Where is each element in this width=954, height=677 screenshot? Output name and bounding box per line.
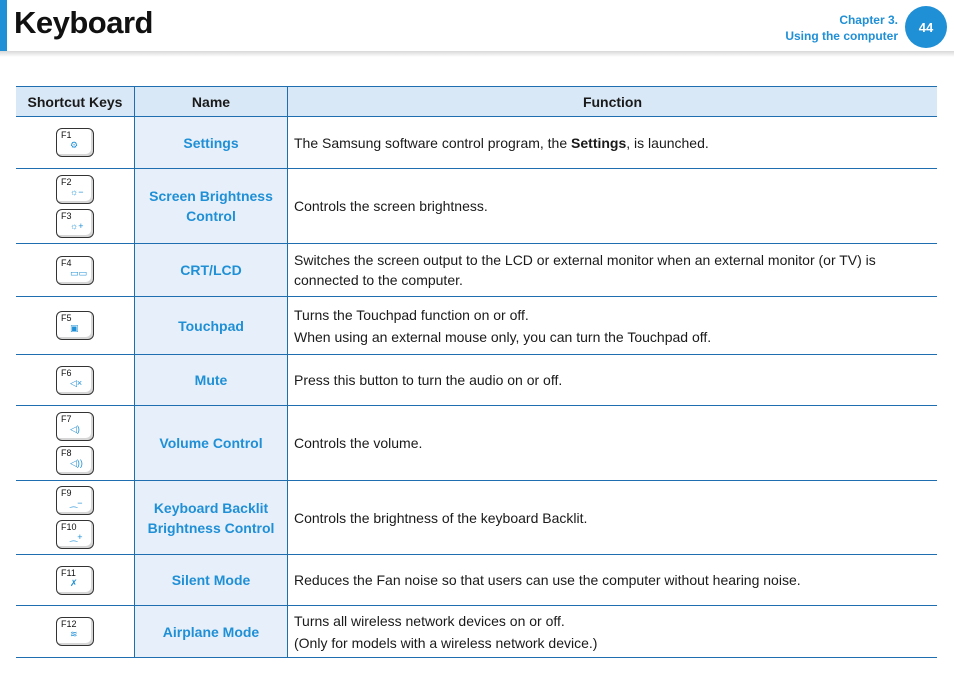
- shortcut-name: Screen Brightness Control: [135, 169, 288, 244]
- shortcut-key-cell: [16, 244, 135, 297]
- key-label: F7: [61, 413, 72, 424]
- function-text: Turns the Touchpad function on or off.: [294, 306, 529, 323]
- key-label: F8: [61, 447, 72, 458]
- shortcut-function: [288, 606, 938, 658]
- touchpad-icon: ▣: [70, 323, 79, 333]
- volume-up-icon: ◁)): [70, 457, 83, 468]
- header-accent-bar: [0, 0, 7, 52]
- shortcut-name: Silent Mode: [135, 555, 288, 606]
- page-title: Keyboard: [14, 5, 153, 40]
- table-row: [16, 169, 937, 244]
- shortcut-key-cell: [16, 406, 135, 481]
- chapter-title: Using the computer: [785, 29, 898, 43]
- function-text-secondary: (Only for models with a wireless network device.): [294, 634, 598, 651]
- function-text: The Samsung software control program, the: [294, 134, 572, 151]
- shortcut-function: [288, 169, 938, 244]
- shortcut-key-cell: [16, 297, 135, 355]
- shortcut-key-cell: [16, 606, 135, 658]
- brightness-down-icon: ☼−: [70, 186, 84, 197]
- column-header-name: Name: [135, 87, 288, 117]
- function-text: Press this button to turn the audio on or off.: [294, 372, 563, 388]
- chapter-label: [785, 12, 898, 44]
- wireless-icon: ≋: [70, 629, 78, 639]
- function-text-secondary: When using an external mouse only, you can turn the Touchpad off.: [294, 328, 712, 345]
- function-key: [56, 617, 94, 646]
- mute-icon: ◁×: [70, 377, 83, 388]
- backlight-up-icon: ⁔+: [70, 532, 83, 542]
- shortcut-name: Mute: [135, 355, 288, 406]
- settings-icon: ⚙: [70, 140, 79, 150]
- function-key: [56, 446, 94, 475]
- display-switch-icon: ▭▭: [70, 267, 88, 278]
- key-label: F2: [61, 176, 72, 187]
- page-number-badge: 44: [905, 6, 947, 48]
- function-key: [56, 311, 94, 340]
- shortcut-name: CRT/LCD: [135, 244, 288, 297]
- fan-icon: ✗: [70, 577, 78, 588]
- table-row: [16, 606, 937, 658]
- shortcut-name: Airplane Mode: [135, 606, 288, 658]
- shortcut-function: [288, 406, 938, 481]
- key-label: F10: [61, 522, 77, 532]
- function-text: Controls the brightness of the keyboard Backlit.: [294, 509, 588, 526]
- backlight-down-icon: ⁔−: [70, 498, 83, 508]
- function-key: [56, 128, 94, 157]
- shortcut-key-cell: [16, 117, 135, 169]
- function-key: [56, 566, 94, 595]
- chapter-number: Chapter 3.: [839, 13, 898, 27]
- function-key: [56, 175, 94, 204]
- shortcut-function: [288, 117, 938, 169]
- function-key: [56, 209, 94, 238]
- table-row: [16, 244, 937, 297]
- table-row: [16, 481, 937, 555]
- key-label: F9: [61, 488, 72, 498]
- function-key: [56, 412, 94, 441]
- key-label: F5: [61, 313, 72, 323]
- function-text: Controls the volume.: [294, 435, 423, 451]
- function-key: [56, 520, 94, 549]
- table-header-row: [16, 87, 937, 117]
- shortcut-function: [288, 555, 938, 606]
- function-text: Switches the screen output to the LCD or external monitor when an external monitor (or TV) is connected to the computer.: [294, 252, 876, 288]
- header-divider: [0, 51, 954, 57]
- volume-down-icon: ◁): [70, 423, 80, 434]
- key-label: F3: [61, 210, 72, 221]
- shortcut-name: Volume Control: [135, 406, 288, 481]
- shortcut-key-cell: [16, 169, 135, 244]
- shortcut-key-cell: [16, 481, 135, 555]
- shortcut-function: [288, 244, 938, 297]
- key-label: F12: [61, 619, 77, 629]
- function-text: Controls the screen brightness.: [294, 198, 488, 214]
- table-row: [16, 406, 937, 481]
- shortcut-key-cell: [16, 555, 135, 606]
- table-row: [16, 555, 937, 606]
- function-key: [56, 256, 94, 285]
- table-row: [16, 297, 937, 355]
- shortcut-function: [288, 481, 938, 555]
- shortcut-function: [288, 297, 938, 355]
- key-label: F4: [61, 257, 72, 268]
- table-row: [16, 355, 937, 406]
- key-label: F1: [61, 130, 72, 140]
- shortcut-keys-table: [16, 86, 937, 658]
- key-label: F11: [61, 567, 76, 578]
- shortcut-name: Touchpad: [135, 297, 288, 355]
- column-header-shortcut-keys: Shortcut Keys: [16, 87, 135, 117]
- function-key: [56, 486, 94, 515]
- shortcut-function: [288, 355, 938, 406]
- function-text: Turns all wireless network devices on or off.: [294, 612, 565, 629]
- function-text: Reduces the Fan noise so that users can use the computer without hearing noise.: [294, 572, 801, 588]
- function-key: [56, 366, 94, 395]
- function-text: , is launched.: [626, 134, 709, 151]
- key-label: F6: [61, 367, 72, 378]
- column-header-function: Function: [288, 87, 938, 117]
- shortcut-name: Keyboard Backlit Brightness Control: [135, 481, 288, 555]
- function-text-bold: Settings: [571, 134, 627, 151]
- brightness-up-icon: ☼+: [70, 220, 84, 231]
- table-row: [16, 117, 937, 169]
- shortcut-name: Settings: [135, 117, 288, 169]
- shortcut-key-cell: [16, 355, 135, 406]
